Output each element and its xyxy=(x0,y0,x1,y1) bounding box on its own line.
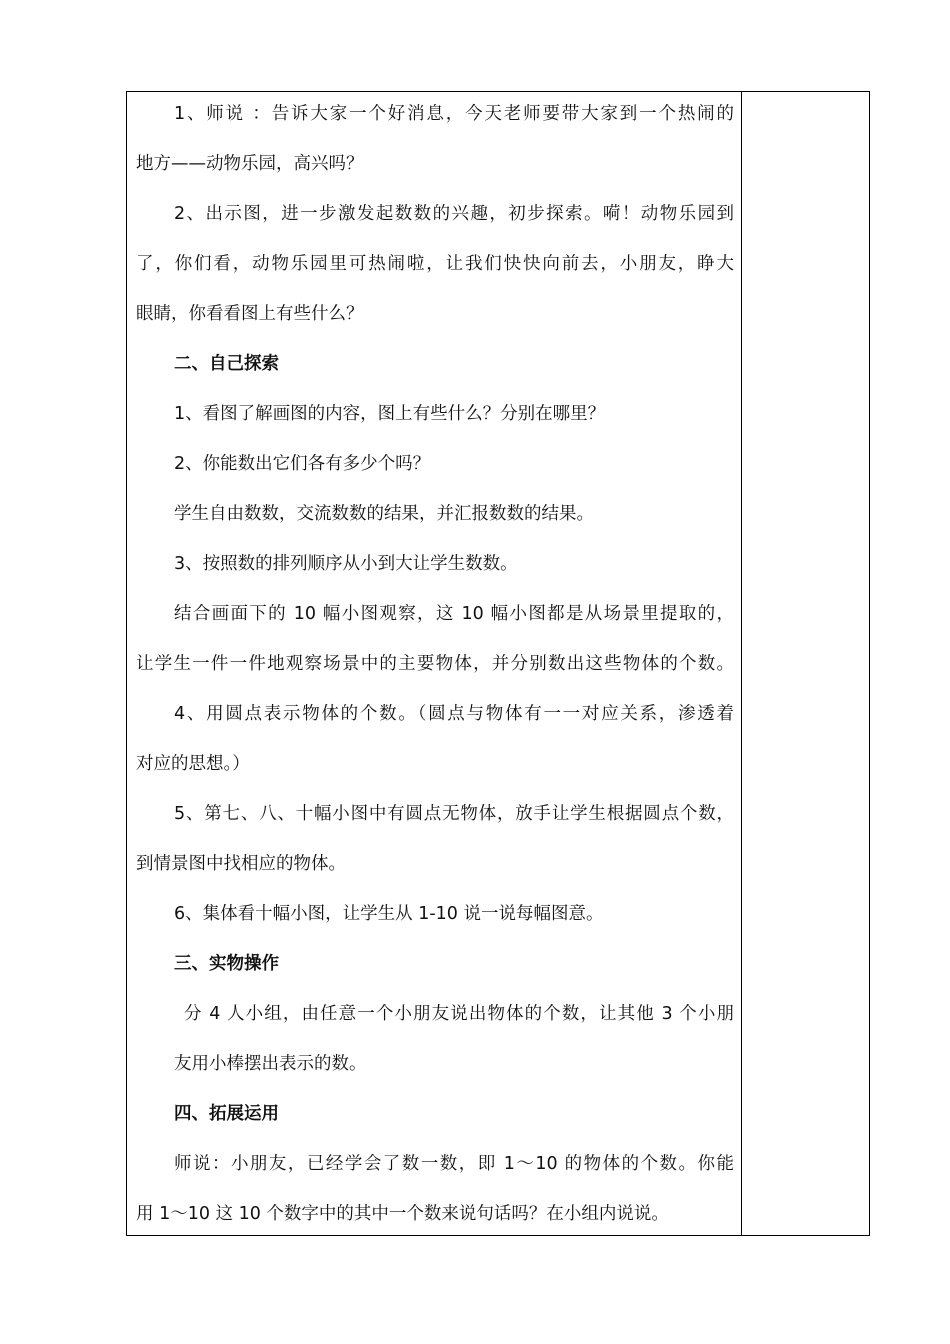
lesson-content xyxy=(136,89,734,1239)
text-line: 结合画面下的 10 幅小图观察，这 10 幅小图都是从场景里提取的， xyxy=(174,604,734,624)
text-line: 3、按照数的排列顺序从小到大让学生数数。 xyxy=(174,554,518,574)
section-heading: 二、自己探索 xyxy=(174,354,279,374)
text-line: 1、师说 ：告诉大家一个好消息，今天老师要带大家到一个热闹的 xyxy=(174,104,734,124)
section-heading: 三、实物操作 xyxy=(174,954,279,974)
text-line: 1、看图了解画图的内容，图上有些什么？分别在哪里？ xyxy=(174,404,606,424)
section-heading: 四、拓展运用 xyxy=(174,1104,279,1124)
text-line: 师说：小朋友，已经学会了数一数，即 1～10 的物体的个数。你能 xyxy=(174,1154,734,1174)
text-line: 地方——动物乐园，高兴吗？ xyxy=(136,154,364,174)
text-line: 6、集体看十幅小图，让学生从 1-10 说一说每幅图意。 xyxy=(174,904,604,924)
text-line: 让学生一件一件地观察场景中的主要物体，并分别数出这些物体的个数。 xyxy=(136,654,734,674)
text-line: 2、你能数出它们各有多少个吗？ xyxy=(174,454,431,474)
text-line: 眼睛，你看看图上有些什么？ xyxy=(136,304,364,324)
text-line: 学生自由数数，交流数数的结果，并汇报数数的结果。 xyxy=(174,504,594,524)
column-divider xyxy=(741,91,742,1236)
text-line: 5、第七、八、十幅小图中有圆点无物体，放手让学生根据圆点个数， xyxy=(174,804,734,824)
text-line: 友用小棒摆出表示的数。 xyxy=(174,1054,367,1074)
text-line: 分 4 人小组，由任意一个小朋友说出物体的个数，让其他 3 个小朋 xyxy=(184,1004,734,1024)
text-line: 到情景图中找相应的物体。 xyxy=(136,854,346,874)
text-line: 4、用圆点表示物体的个数。（圆点与物体有一一对应关系，渗透着 xyxy=(174,704,734,724)
text-line: 用 1～10 这 10 个数字中的其中一个数来说句话吗？在小组内说说。 xyxy=(136,1204,669,1224)
text-line: 2、出示图，进一步激发起数数的兴趣，初步探索。嗬！动物乐园到 xyxy=(174,204,734,224)
text-line: 对应的思想。） xyxy=(136,754,250,774)
text-line: 了，你们看，动物乐园里可热闹啦，让我们快快向前去，小朋友，睁大 xyxy=(136,254,734,274)
